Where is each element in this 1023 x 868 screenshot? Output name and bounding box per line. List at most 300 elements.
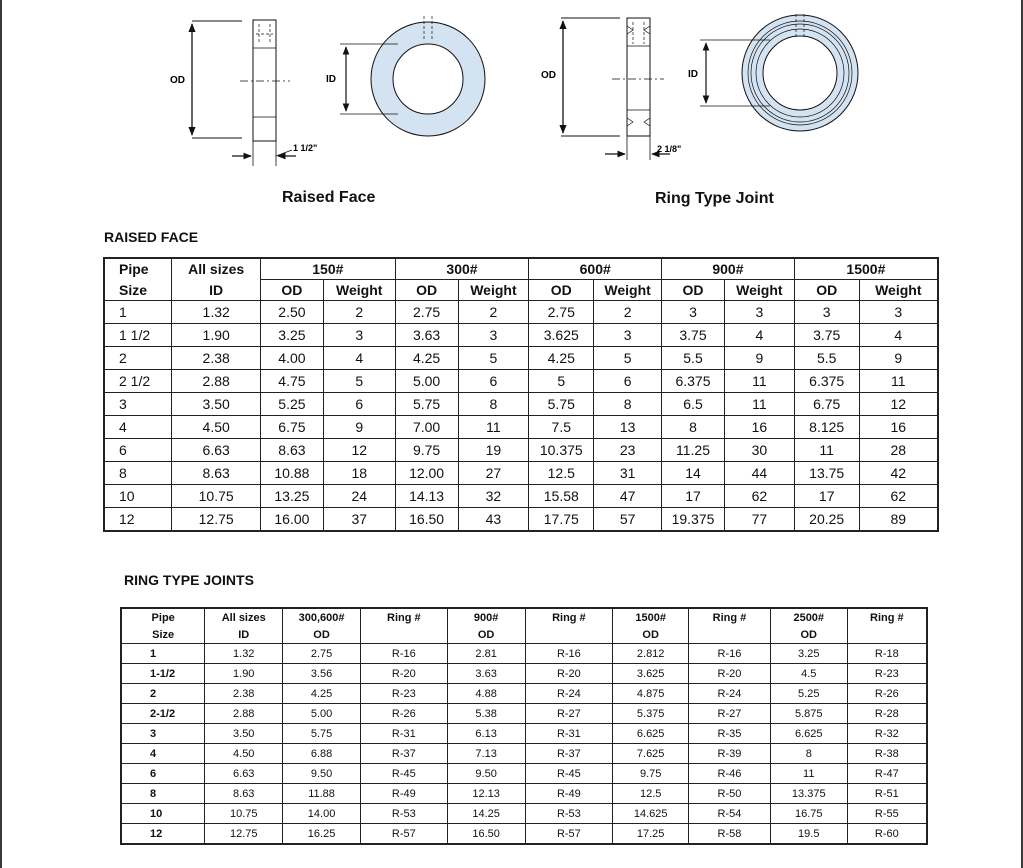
- table-cell: 89: [859, 508, 938, 532]
- table-cell: 30: [724, 439, 794, 462]
- table-cell: 16.25: [283, 824, 361, 845]
- rf-od-label: OD: [170, 75, 185, 86]
- table-cell: 7.13: [447, 744, 525, 764]
- table-cell: 2: [594, 301, 662, 324]
- table-row: [104, 439, 938, 462]
- table-cell: 11: [458, 416, 529, 439]
- table-cell: 62: [859, 485, 938, 508]
- table-cell: 11: [859, 370, 938, 393]
- table-cell: R-46: [689, 764, 771, 784]
- table-cell: 4.50: [205, 744, 283, 764]
- table-row: [104, 462, 938, 485]
- rf-subheader-3: Weight: [323, 280, 395, 301]
- table-cell: 4.75: [261, 370, 324, 393]
- table-cell: R-16: [689, 644, 771, 664]
- table-cell: 6.13: [447, 724, 525, 744]
- rtj-header-row-1: [121, 608, 927, 626]
- table-cell: 5.75: [395, 393, 458, 416]
- table-cell: 5.375: [613, 704, 689, 724]
- table-cell: 12: [323, 439, 395, 462]
- rtj-header-7: Ring #: [689, 608, 771, 626]
- table-cell: 3.50: [205, 724, 283, 744]
- table-cell: R-20: [360, 664, 447, 684]
- rf-header-600: 600#: [529, 258, 662, 280]
- rtj-od-label: OD: [541, 70, 556, 81]
- table-cell: 10.75: [172, 485, 261, 508]
- table-cell: R-26: [360, 704, 447, 724]
- table-cell: 8: [770, 744, 847, 764]
- table-cell: 18: [323, 462, 395, 485]
- table-cell: R-35: [689, 724, 771, 744]
- table-row: [121, 724, 927, 744]
- table-cell: 6: [323, 393, 395, 416]
- table-cell: R-26: [847, 684, 927, 704]
- table-cell: 2: [104, 347, 172, 370]
- table-row: [104, 370, 938, 393]
- table-cell: 4: [323, 347, 395, 370]
- table-cell: R-45: [360, 764, 447, 784]
- raised-face-side-view: [192, 20, 296, 166]
- rf-thickness-label: 1 1/2": [293, 143, 318, 153]
- table-cell: 6: [594, 370, 662, 393]
- table-cell: 20.25: [794, 508, 859, 532]
- table-cell: 13.375: [770, 784, 847, 804]
- table-cell: 12.75: [205, 824, 283, 845]
- table-cell: 5.25: [770, 684, 847, 704]
- rf-header-all-sizes: All sizes: [172, 258, 261, 280]
- rtj-header-1: All sizes: [205, 608, 283, 626]
- table-cell: 6: [121, 764, 205, 784]
- table-cell: 4.875: [613, 684, 689, 704]
- table-cell: 13.75: [794, 462, 859, 485]
- rf-subheader-7: Weight: [594, 280, 662, 301]
- table-cell: 10.75: [205, 804, 283, 824]
- rf-header-150: 150#: [261, 258, 396, 280]
- ring-type-joint-caption: Ring Type Joint: [655, 190, 774, 207]
- table-cell: R-31: [360, 724, 447, 744]
- table-cell: R-49: [525, 784, 613, 804]
- table-cell: 9.75: [613, 764, 689, 784]
- table-cell: R-24: [689, 684, 771, 704]
- raised-face-front-view: [340, 16, 485, 136]
- table-cell: R-54: [689, 804, 771, 824]
- table-cell: R-53: [360, 804, 447, 824]
- table-cell: R-27: [689, 704, 771, 724]
- table-cell: 3: [323, 324, 395, 347]
- table-cell: 14.00: [283, 804, 361, 824]
- table-cell: 17.25: [613, 824, 689, 845]
- table-cell: 9.50: [283, 764, 361, 784]
- table-cell: 11.88: [283, 784, 361, 804]
- table-cell: 16: [724, 416, 794, 439]
- table-cell: R-45: [525, 764, 613, 784]
- table-cell: 1.32: [205, 644, 283, 664]
- table-row: [104, 324, 938, 347]
- rf-subheader-10: OD: [794, 280, 859, 301]
- table-cell: R-18: [847, 644, 927, 664]
- rf-subheader-8: OD: [662, 280, 725, 301]
- table-cell: 9: [859, 347, 938, 370]
- table-cell: 2.50: [261, 301, 324, 324]
- table-cell: 37: [323, 508, 395, 532]
- table-cell: 2.38: [172, 347, 261, 370]
- table-cell: 57: [594, 508, 662, 532]
- table-cell: 28: [859, 439, 938, 462]
- rf-subheader-9: Weight: [724, 280, 794, 301]
- table-cell: 8: [662, 416, 725, 439]
- rf-subheader-2: OD: [261, 280, 324, 301]
- table-cell: 4.5: [770, 664, 847, 684]
- rf-header-pipe: Pipe: [104, 258, 172, 280]
- rtj-header-0: Pipe: [121, 608, 205, 626]
- table-cell: R-32: [847, 724, 927, 744]
- table-cell: 11.25: [662, 439, 725, 462]
- table-cell: 5.38: [447, 704, 525, 724]
- raised-face-caption: Raised Face: [282, 189, 376, 206]
- table-row: [121, 804, 927, 824]
- table-cell: 16.75: [770, 804, 847, 824]
- table-cell: 8.125: [794, 416, 859, 439]
- table-cell: 10.88: [261, 462, 324, 485]
- table-cell: 3: [104, 393, 172, 416]
- table-cell: 2.75: [529, 301, 594, 324]
- table-cell: 7.625: [613, 744, 689, 764]
- table-cell: 16.50: [395, 508, 458, 532]
- table-cell: 3.50: [172, 393, 261, 416]
- table-cell: R-16: [360, 644, 447, 664]
- table-cell: 15.58: [529, 485, 594, 508]
- table-cell: 17.75: [529, 508, 594, 532]
- table-cell: 12: [859, 393, 938, 416]
- table-cell: 1.90: [205, 664, 283, 684]
- table-cell: 1.32: [172, 301, 261, 324]
- table-cell: 5: [323, 370, 395, 393]
- rf-subheader-5: Weight: [458, 280, 529, 301]
- table-cell: 8: [458, 393, 529, 416]
- rf-header-300: 300#: [395, 258, 529, 280]
- table-cell: 12.5: [529, 462, 594, 485]
- table-cell: 2-1/2: [121, 704, 205, 724]
- table-cell: 5.875: [770, 704, 847, 724]
- table-cell: 2.75: [395, 301, 458, 324]
- table-cell: 2.81: [447, 644, 525, 664]
- table-row: [121, 744, 927, 764]
- table-cell: R-58: [689, 824, 771, 845]
- table-cell: R-28: [847, 704, 927, 724]
- table-row: [121, 784, 927, 804]
- table-cell: R-57: [360, 824, 447, 845]
- table-cell: 7.5: [529, 416, 594, 439]
- rtj-table-title: RING TYPE JOINTS: [124, 572, 254, 588]
- table-cell: 9: [724, 347, 794, 370]
- table-cell: R-27: [525, 704, 613, 724]
- table-cell: 17: [662, 485, 725, 508]
- table-cell: 5.25: [261, 393, 324, 416]
- table-cell: 3: [859, 301, 938, 324]
- table-cell: 4.25: [395, 347, 458, 370]
- table-cell: R-37: [525, 744, 613, 764]
- rtj-header-9: Ring #: [847, 608, 927, 626]
- table-cell: R-47: [847, 764, 927, 784]
- rf-header-row-1: [104, 258, 938, 280]
- table-cell: 1 1/2: [104, 324, 172, 347]
- table-cell: 4.25: [283, 684, 361, 704]
- table-cell: 5.5: [662, 347, 725, 370]
- table-cell: 6.375: [662, 370, 725, 393]
- table-cell: 2 1/2: [104, 370, 172, 393]
- table-cell: 4: [104, 416, 172, 439]
- table-cell: 31: [594, 462, 662, 485]
- rtj-subheader-4: OD: [447, 626, 525, 644]
- table-cell: 1-1/2: [121, 664, 205, 684]
- table-cell: 4.00: [261, 347, 324, 370]
- table-cell: R-37: [360, 744, 447, 764]
- table-cell: 2.75: [283, 644, 361, 664]
- table-cell: R-31: [525, 724, 613, 744]
- table-cell: 3.63: [395, 324, 458, 347]
- table-cell: 6.75: [794, 393, 859, 416]
- table-cell: 6.63: [172, 439, 261, 462]
- table-cell: 8: [104, 462, 172, 485]
- rf-header-1500: 1500#: [794, 258, 938, 280]
- rtj-header-6: 1500#: [613, 608, 689, 626]
- table-cell: 3: [724, 301, 794, 324]
- table-cell: 4: [121, 744, 205, 764]
- table-cell: R-51: [847, 784, 927, 804]
- table-cell: 27: [458, 462, 529, 485]
- table-cell: 2: [323, 301, 395, 324]
- table-cell: 3: [121, 724, 205, 744]
- table-row: [121, 664, 927, 684]
- table-cell: R-20: [689, 664, 771, 684]
- table-cell: 4: [859, 324, 938, 347]
- table-cell: R-23: [360, 684, 447, 704]
- table-cell: 6.5: [662, 393, 725, 416]
- rtj-subheader-1: ID: [205, 626, 283, 644]
- table-cell: 8: [594, 393, 662, 416]
- table-cell: 13.25: [261, 485, 324, 508]
- table-cell: 11: [794, 439, 859, 462]
- table-cell: 1.90: [172, 324, 261, 347]
- table-cell: 9.50: [447, 764, 525, 784]
- table-cell: 42: [859, 462, 938, 485]
- table-row: [104, 347, 938, 370]
- rtj-front-view: [700, 14, 858, 131]
- table-cell: 3.63: [447, 664, 525, 684]
- table-cell: R-39: [689, 744, 771, 764]
- table-row: [121, 704, 927, 724]
- rf-subheader-4: OD: [395, 280, 458, 301]
- table-cell: 3.56: [283, 664, 361, 684]
- table-cell: 11: [724, 393, 794, 416]
- rtj-header-8: 2500#: [770, 608, 847, 626]
- table-cell: 2: [121, 684, 205, 704]
- raised-face-table: [103, 257, 939, 532]
- table-cell: 2.812: [613, 644, 689, 664]
- table-cell: 14.25: [447, 804, 525, 824]
- table-cell: 2.38: [205, 684, 283, 704]
- table-cell: 43: [458, 508, 529, 532]
- ring-type-joints-table: [120, 607, 928, 845]
- table-cell: 3.25: [261, 324, 324, 347]
- rtj-subheader-7: [689, 626, 771, 644]
- table-cell: 32: [458, 485, 529, 508]
- table-cell: 3: [458, 324, 529, 347]
- table-cell: R-57: [525, 824, 613, 845]
- table-cell: 12.5: [613, 784, 689, 804]
- table-row: [104, 416, 938, 439]
- table-cell: 14.625: [613, 804, 689, 824]
- table-cell: 23: [594, 439, 662, 462]
- table-cell: 12: [121, 824, 205, 845]
- table-cell: R-49: [360, 784, 447, 804]
- table-cell: 8.63: [205, 784, 283, 804]
- rtj-header-2: 300,600#: [283, 608, 361, 626]
- table-row: [121, 684, 927, 704]
- table-row: [104, 508, 938, 532]
- table-cell: 19: [458, 439, 529, 462]
- table-row: [104, 393, 938, 416]
- table-cell: R-20: [525, 664, 613, 684]
- rtj-subheader-2: OD: [283, 626, 361, 644]
- table-row: [121, 644, 927, 664]
- table-cell: 8: [121, 784, 205, 804]
- table-cell: 16.50: [447, 824, 525, 845]
- rf-subheader-1: ID: [172, 280, 261, 301]
- table-cell: 3.75: [794, 324, 859, 347]
- table-cell: 4: [724, 324, 794, 347]
- table-cell: 12.75: [172, 508, 261, 532]
- table-cell: 4.50: [172, 416, 261, 439]
- rtj-id-label: ID: [688, 69, 698, 80]
- table-cell: 6.63: [205, 764, 283, 784]
- table-cell: 10: [121, 804, 205, 824]
- table-cell: R-38: [847, 744, 927, 764]
- table-row: [104, 301, 938, 324]
- table-cell: 14.13: [395, 485, 458, 508]
- rtj-thickness-label: 2 1/8": [657, 144, 682, 154]
- table-cell: 6.375: [794, 370, 859, 393]
- table-cell: 3: [594, 324, 662, 347]
- table-cell: R-23: [847, 664, 927, 684]
- rtj-subheader-8: OD: [770, 626, 847, 644]
- table-cell: 11: [724, 370, 794, 393]
- table-cell: 6: [458, 370, 529, 393]
- table-cell: 3: [662, 301, 725, 324]
- rtj-header-5: Ring #: [525, 608, 613, 626]
- table-cell: 5.75: [529, 393, 594, 416]
- table-cell: 16.00: [261, 508, 324, 532]
- table-cell: R-53: [525, 804, 613, 824]
- table-cell: R-16: [525, 644, 613, 664]
- table-cell: 3.625: [529, 324, 594, 347]
- rf-id-label: ID: [326, 74, 336, 85]
- table-cell: 19.375: [662, 508, 725, 532]
- table-cell: 44: [724, 462, 794, 485]
- rtj-header-4: 900#: [447, 608, 525, 626]
- table-cell: 2.88: [172, 370, 261, 393]
- table-cell: 3.25: [770, 644, 847, 664]
- rtj-subheader-5: [525, 626, 613, 644]
- rtj-subheader-0: Size: [121, 626, 205, 644]
- table-cell: 10: [104, 485, 172, 508]
- raised-face-table-title: RAISED FACE: [104, 229, 199, 245]
- table-cell: 9: [323, 416, 395, 439]
- table-cell: 12.00: [395, 462, 458, 485]
- table-cell: 9.75: [395, 439, 458, 462]
- rf-subheader-11: Weight: [859, 280, 938, 301]
- table-cell: 2.88: [205, 704, 283, 724]
- table-row: [121, 764, 927, 784]
- rf-header-row-2: [104, 280, 938, 301]
- table-cell: R-50: [689, 784, 771, 804]
- table-cell: 2: [458, 301, 529, 324]
- gasket-diagrams: [0, 0, 1023, 230]
- table-cell: 12: [104, 508, 172, 532]
- table-cell: 4.25: [529, 347, 594, 370]
- table-cell: 3.75: [662, 324, 725, 347]
- table-cell: 11: [770, 764, 847, 784]
- rf-subheader-6: OD: [529, 280, 594, 301]
- table-cell: 8.63: [261, 439, 324, 462]
- rf-header-900: 900#: [662, 258, 795, 280]
- table-cell: R-24: [525, 684, 613, 704]
- table-cell: 1: [121, 644, 205, 664]
- table-cell: 14: [662, 462, 725, 485]
- table-cell: 16: [859, 416, 938, 439]
- table-cell: 1: [104, 301, 172, 324]
- rtj-header-3: Ring #: [360, 608, 447, 626]
- table-cell: 5.00: [283, 704, 361, 724]
- table-cell: 7.00: [395, 416, 458, 439]
- rf-subheader-0: Size: [104, 280, 172, 301]
- rtj-side-view: [561, 18, 670, 160]
- table-cell: R-60: [847, 824, 927, 845]
- table-cell: 47: [594, 485, 662, 508]
- rtj-subheader-3: [360, 626, 447, 644]
- table-cell: 17: [794, 485, 859, 508]
- table-row: [104, 485, 938, 508]
- table-cell: 6.625: [770, 724, 847, 744]
- table-cell: 12.13: [447, 784, 525, 804]
- table-cell: 3.625: [613, 664, 689, 684]
- table-cell: 3: [794, 301, 859, 324]
- table-cell: 19.5: [770, 824, 847, 845]
- table-cell: 5.00: [395, 370, 458, 393]
- table-row: [121, 824, 927, 845]
- rtj-header-row-2: [121, 626, 927, 644]
- table-cell: 4.88: [447, 684, 525, 704]
- rtj-subheader-9: [847, 626, 927, 644]
- table-cell: 77: [724, 508, 794, 532]
- table-cell: 13: [594, 416, 662, 439]
- table-cell: 10.375: [529, 439, 594, 462]
- table-cell: 5: [529, 370, 594, 393]
- table-cell: 24: [323, 485, 395, 508]
- table-cell: 62: [724, 485, 794, 508]
- table-cell: 5.75: [283, 724, 361, 744]
- table-cell: 5: [594, 347, 662, 370]
- table-cell: 5: [458, 347, 529, 370]
- table-cell: 6.625: [613, 724, 689, 744]
- table-cell: 6.75: [261, 416, 324, 439]
- rtj-subheader-6: OD: [613, 626, 689, 644]
- table-cell: R-55: [847, 804, 927, 824]
- table-cell: 6.88: [283, 744, 361, 764]
- table-cell: 5.5: [794, 347, 859, 370]
- table-cell: 6: [104, 439, 172, 462]
- table-cell: 8.63: [172, 462, 261, 485]
